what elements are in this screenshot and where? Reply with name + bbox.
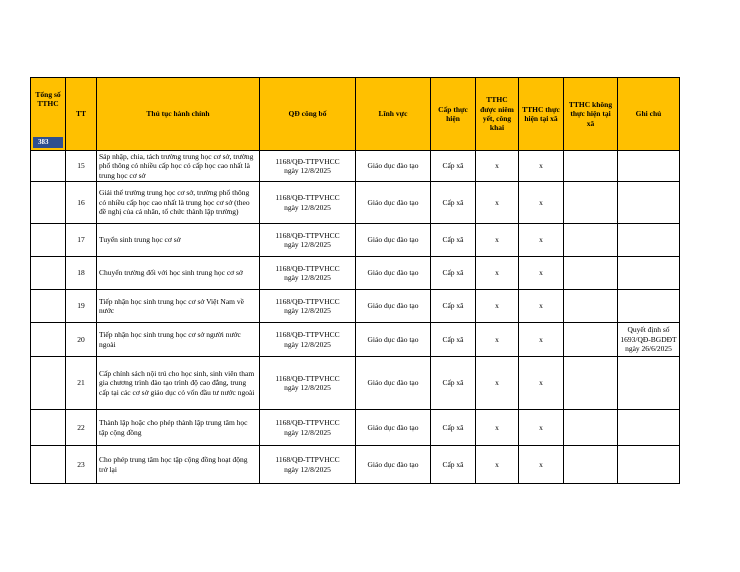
row-level: Cấp xã xyxy=(431,182,476,224)
decision-date: ngày 12/8/2025 xyxy=(284,240,331,249)
decision-date: ngày 12/8/2025 xyxy=(284,273,331,282)
table-row xyxy=(31,182,680,224)
row-field: Giáo dục đào tạo xyxy=(356,151,431,182)
table-row xyxy=(31,290,680,323)
table-row xyxy=(31,151,680,182)
decision-date: ngày 12/8/2025 xyxy=(284,339,331,349)
table-row xyxy=(31,323,680,357)
row-field: Giáo dục đào tạo xyxy=(356,182,431,224)
row-at-commune-mark: x xyxy=(519,323,564,357)
header-at-commune: TTHC thực hiện tại xã xyxy=(519,78,564,151)
row-listed-mark: x xyxy=(476,410,519,446)
row-level: Cấp xã xyxy=(431,151,476,182)
row-listed-mark: x xyxy=(476,182,519,224)
row-tt: 23 xyxy=(66,446,97,484)
row-note xyxy=(618,224,680,257)
header-field: Lĩnh vực xyxy=(356,78,431,151)
empty-cell xyxy=(31,151,66,182)
row-listed-mark: x xyxy=(476,224,519,257)
row-tt: 19 xyxy=(66,290,97,323)
row-listed-mark: x xyxy=(476,257,519,290)
row-field: Giáo dục đào tạo xyxy=(356,446,431,484)
row-tt: 17 xyxy=(66,224,97,257)
decision-number: 1168/QĐ-TTPVHCC xyxy=(275,296,340,306)
row-decision xyxy=(260,182,356,224)
row-procedure-name: Thành lập hoặc cho phép thành lập trung tâm học tập cộng đồng xyxy=(97,410,260,446)
row-procedure-name: Chuyển trường đối với học sinh trung học cơ sở xyxy=(97,257,260,290)
row-note xyxy=(618,151,680,182)
row-not-at-commune-mark xyxy=(564,290,618,323)
row-at-commune-mark: x xyxy=(519,410,564,446)
row-level: Cấp xã xyxy=(431,290,476,323)
row-decision xyxy=(260,446,356,484)
row-at-commune-mark: x xyxy=(519,151,564,182)
row-not-at-commune-mark xyxy=(564,182,618,224)
empty-cell xyxy=(31,224,66,257)
decision-date: ngày 12/8/2025 xyxy=(284,464,331,474)
empty-cell xyxy=(31,410,66,446)
row-tt: 22 xyxy=(66,410,97,446)
row-procedure-name: Tiếp nhận học sinh trung học cơ sở Việt Nam về nước xyxy=(97,290,260,323)
row-not-at-commune-mark xyxy=(564,410,618,446)
decision-number: 1168/QĐ-TTPVHCC xyxy=(275,263,340,273)
header-procedure: Thủ tục hành chính xyxy=(97,78,260,151)
row-field: Giáo dục đào tạo xyxy=(356,323,431,357)
decision-number: 1168/QĐ-TTPVHCC xyxy=(275,156,340,166)
header-not-at-commune: TTHC không thực hiện tại xã xyxy=(564,78,618,151)
row-note xyxy=(618,257,680,290)
header-decision: QĐ công bố xyxy=(260,78,356,151)
decision-number: 1168/QĐ-TTPVHCC xyxy=(275,373,340,383)
row-listed-mark: x xyxy=(476,357,519,410)
row-tt: 18 xyxy=(66,257,97,290)
row-tt: 15 xyxy=(66,151,97,182)
row-decision xyxy=(260,290,356,323)
header-note: Ghi chú xyxy=(618,78,680,151)
total-count-badge: 383 xyxy=(33,137,63,148)
row-level: Cấp xã xyxy=(431,357,476,410)
empty-cell xyxy=(31,446,66,484)
row-field: Giáo dục đào tạo xyxy=(356,290,431,323)
row-decision xyxy=(260,323,356,357)
row-level: Cấp xã xyxy=(431,224,476,257)
decision-number: 1168/QĐ-TTPVHCC xyxy=(275,418,340,428)
empty-cell xyxy=(31,323,66,357)
row-note xyxy=(618,410,680,446)
row-note xyxy=(618,182,680,224)
row-not-at-commune-mark xyxy=(564,224,618,257)
row-procedure-name: Tuyển sinh trung học cơ sở xyxy=(97,224,260,257)
row-tt: 21 xyxy=(66,357,97,410)
decision-date: ngày 12/8/2025 xyxy=(284,166,331,175)
row-procedure-name: Tiếp nhận học sinh trung học cơ sở người nước ngoài xyxy=(97,323,260,357)
row-level: Cấp xã xyxy=(431,410,476,446)
row-at-commune-mark: x xyxy=(519,446,564,484)
decision-number: 1168/QĐ-TTPVHCC xyxy=(275,455,340,465)
row-level: Cấp xã xyxy=(431,257,476,290)
header-total-label: Tổng số TTHC xyxy=(35,90,61,109)
table-row xyxy=(31,224,680,257)
empty-cell xyxy=(31,357,66,410)
row-at-commune-mark: x xyxy=(519,182,564,224)
row-listed-mark: x xyxy=(476,446,519,484)
row-procedure-name: Cho phép trung tâm học tập cộng đồng hoạt động trở lại xyxy=(97,446,260,484)
row-listed-mark: x xyxy=(476,290,519,323)
table-row xyxy=(31,257,680,290)
empty-cell xyxy=(31,257,66,290)
decision-date: ngày 12/8/2025 xyxy=(284,383,331,392)
row-note xyxy=(618,290,680,323)
row-note: Quyết định số 1693/QĐ-BGDĐT ngày 26/6/2025 xyxy=(618,323,680,357)
row-level: Cấp xã xyxy=(431,446,476,484)
header-row xyxy=(31,78,680,151)
row-listed-mark: x xyxy=(476,151,519,182)
table-row xyxy=(31,410,680,446)
row-not-at-commune-mark xyxy=(564,446,618,484)
table-row xyxy=(31,357,680,410)
row-procedure-name: Giải thể trường trung học cơ sở, trường phổ thông có nhiều cấp học cao nhất là trung học cơ sở (theo đề nghị của cá nhân, tổ chức thành lập trường) xyxy=(97,182,260,224)
row-field: Giáo dục đào tạo xyxy=(356,224,431,257)
row-level: Cấp xã xyxy=(431,323,476,357)
table-row xyxy=(31,446,680,484)
decision-date: ngày 12/8/2025 xyxy=(284,427,331,437)
row-tt: 20 xyxy=(66,323,97,357)
row-at-commune-mark: x xyxy=(519,290,564,323)
row-decision xyxy=(260,151,356,182)
row-decision xyxy=(260,410,356,446)
empty-cell xyxy=(31,182,66,224)
row-at-commune-mark: x xyxy=(519,257,564,290)
row-note xyxy=(618,357,680,410)
row-at-commune-mark: x xyxy=(519,357,564,410)
row-not-at-commune-mark xyxy=(564,357,618,410)
row-procedure-name: Sáp nhập, chia, tách trường trung học cơ sở, trường phổ thông có nhiều cấp học có cấp học cao nhất là trung học cơ sở xyxy=(97,151,260,182)
decision-number: 1168/QĐ-TTPVHCC xyxy=(275,193,340,203)
row-field: Giáo dục đào tạo xyxy=(356,257,431,290)
row-field: Giáo dục đào tạo xyxy=(356,357,431,410)
row-tt: 16 xyxy=(66,182,97,224)
decision-date: ngày 12/8/2025 xyxy=(284,202,331,212)
row-procedure-name: Cấp chính sách nội trú cho học sinh, sinh viên tham gia chương trình đào tạo trình độ cao đẳng, trung cấp tại các cơ sở giáo dục có vốn đầu tư nước ngoài xyxy=(97,357,260,410)
decision-number: 1168/QĐ-TTPVHCC xyxy=(275,330,340,340)
decision-date: ngày 12/8/2025 xyxy=(284,306,331,315)
row-at-commune-mark: x xyxy=(519,224,564,257)
procedures-table xyxy=(30,77,680,484)
row-not-at-commune-mark xyxy=(564,323,618,357)
row-field: Giáo dục đào tạo xyxy=(356,410,431,446)
row-decision xyxy=(260,357,356,410)
row-note xyxy=(618,446,680,484)
row-not-at-commune-mark xyxy=(564,257,618,290)
row-not-at-commune-mark xyxy=(564,151,618,182)
decision-number: 1168/QĐ-TTPVHCC xyxy=(275,230,340,240)
empty-cell xyxy=(31,290,66,323)
header-listed: TTHC được niêm yết, công khai xyxy=(476,78,519,151)
header-total-tthc xyxy=(31,78,66,151)
row-listed-mark: x xyxy=(476,323,519,357)
header-tt: TT xyxy=(66,78,97,151)
row-decision xyxy=(260,257,356,290)
row-decision xyxy=(260,224,356,257)
header-level: Cấp thực hiện xyxy=(431,78,476,151)
